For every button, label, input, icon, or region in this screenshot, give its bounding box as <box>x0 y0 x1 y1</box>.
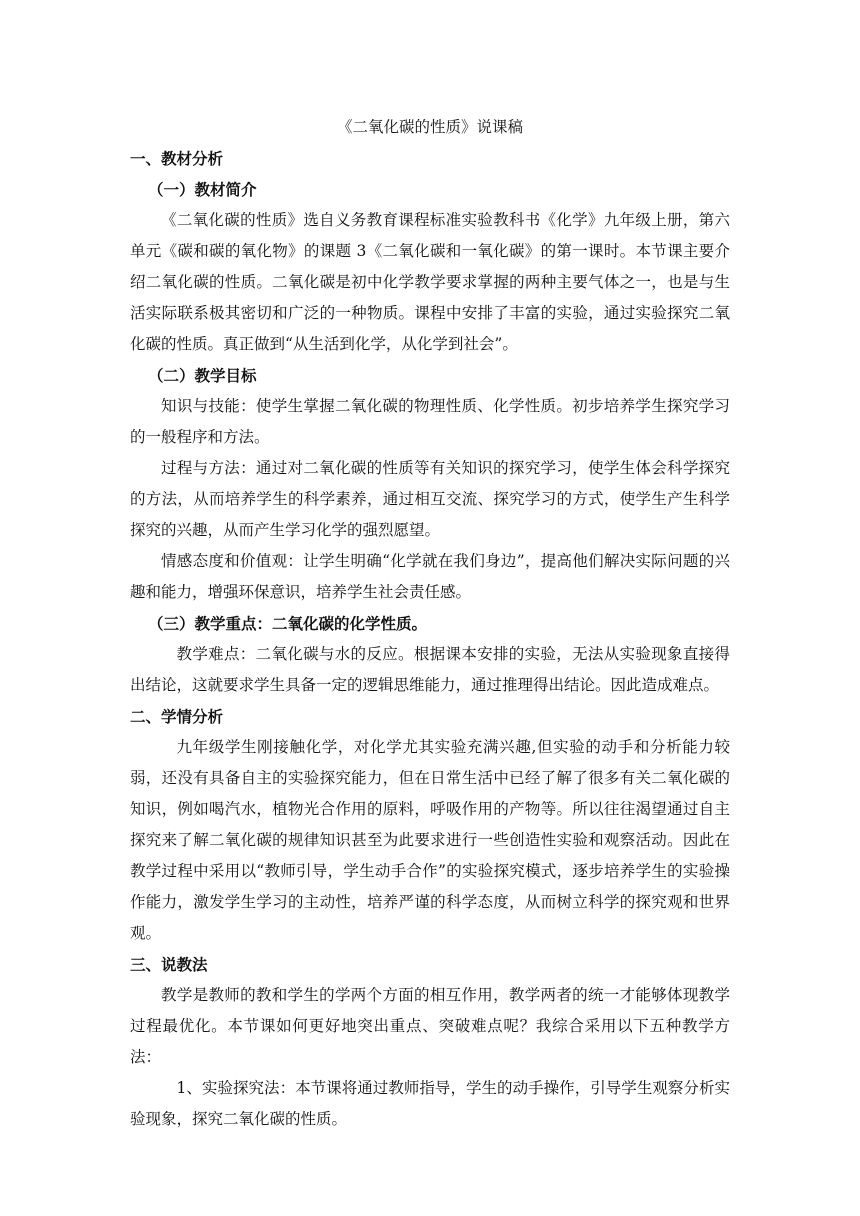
paragraph-student-analysis: 九年级学生刚接触化学，对化学尤其实验充满兴趣,但实验的动手和分析能力较弱，还没有具备自主的实验探究能力，但在日常生活中已经了解了很多有关二氧化碳的知识，例如喝汽水，植物光合作用的原料，呼吸作用的产物等。所以往往渴望通过自主探究来了解二氧化碳的规律知识甚至为此要求进行一些创造性实验和观察活动。因此在教学过程中采用以“教师引导，学生动手合作”的实验探究模式，逐步培养学生的实验操作能力，激发学生学习的主动性，培养严谨的科学态度，从而树立科学的探究观和世界观。 <box>130 738 730 942</box>
document-body <box>130 112 730 1135</box>
paragraph-process-methods: 过程与方法：通过对二氧化碳的性质等有关知识的探究学习，使学生体会科学探究的方法，从而培养学生的科学素养，通过相互交流、探究学习的方式，使学生产生科学探究的兴趣，从而产生学习化学的强烈愿望。 <box>130 459 730 539</box>
subheading-teaching-focus: （三）教学重点：二氧化碳的化学性质。 <box>148 614 428 633</box>
section-heading-student-analysis: 二、学情分析 <box>130 707 224 726</box>
section-heading-textbook-analysis: 一、教材分析 <box>130 149 224 168</box>
subheading-teaching-goals: （二）教学目标 <box>148 366 257 385</box>
section-heading-teaching-methods: 三、说教法 <box>130 955 208 974</box>
paragraph-experiment-method: 1、实验探究法：本节课将通过教师指导，学生的动手操作，引导学生观察分析实验现象，探究二氧化碳的性质。 <box>130 1079 730 1128</box>
paragraph-textbook-intro: 《二氧化碳的性质》选自义务教育课程标准实验教科书《化学》九年级上册，第六单元《碳和碳的氧化物》的课题 3《二氧化碳和一氧化碳》的第一课时。本节课主要介绍二氧化碳的性质。二氧化碳是初中化学教学要求掌握的两种主要气体之一，也是与生活实际联系极其密切和广泛的一种物质。课程中安排了丰富的实验，通过实验探究二氧化碳的性质。真正做到“从生活到化学，从化学到社会”。 <box>130 211 730 353</box>
document-title: 《二氧化碳的性质》说课稿 <box>336 118 523 136</box>
paragraph-teaching-methods: 教学是教师的教和学生的学两个方面的相互作用，教学两者的统一才能够体现教学过程最优化。本节课如何更好地突出重点、突破难点呢？我综合采用以下五种教学方法： <box>130 986 730 1066</box>
subheading-textbook-intro: （一）教材简介 <box>148 180 257 199</box>
paragraph-knowledge-skills: 知识与技能：使学生掌握二氧化碳的物理性质、化学性质。初步培养学生探究学习的一般程序和方法。 <box>130 397 730 446</box>
paragraph-emotion-values: 情感态度和价值观：让学生明确“化学就在我们身边”，提高他们解决实际问题的兴趣和能力，增强环保意识，培养学生社会责任感。 <box>130 552 730 601</box>
paragraph-teaching-difficulty: 教学难点：二氧化碳与水的反应。根据课本安排的实验，无法从实验现象直接得出结论，这就要求学生具备一定的逻辑思维能力，通过推理得出结论。因此造成难点。 <box>130 645 730 694</box>
